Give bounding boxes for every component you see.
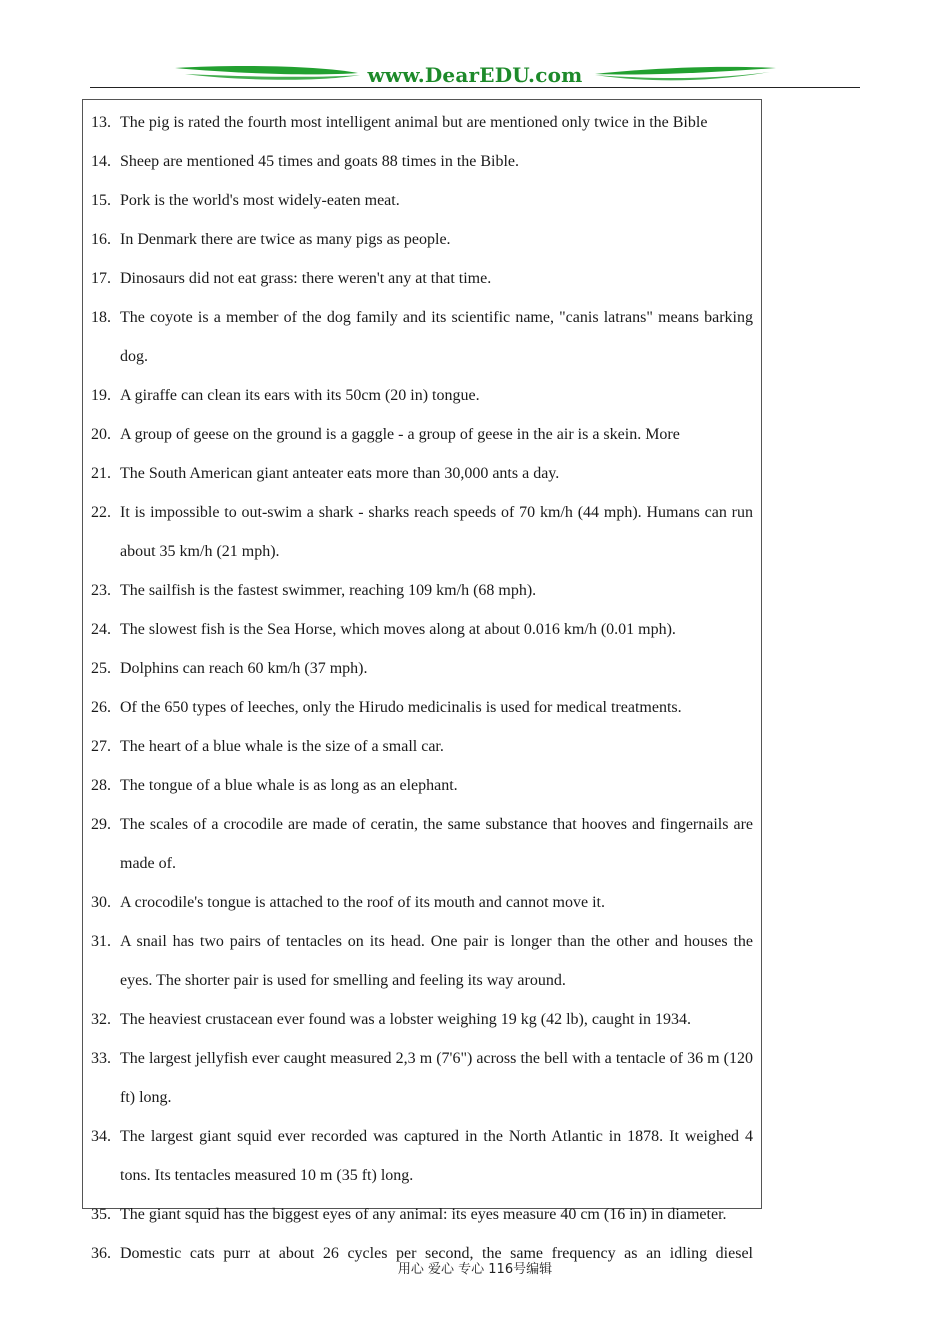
fact-number: 24. — [91, 621, 111, 638]
facts-list — [91, 103, 753, 1265]
fact-number: 25. — [91, 660, 111, 677]
list-item — [91, 142, 753, 181]
fact-text: It is impossible to out-swim a shark - sharks reach speeds of 70 km/h (44 mph). Humans can run about 35 km/h (21 mph). — [120, 504, 753, 560]
fact-text: The largest giant squid ever recorded was captured in the North Atlantic in 1878. It weighed 4 tons. Its tentacles measured 10 m (35 ft) long. — [120, 1128, 753, 1184]
fact-number: 33. — [91, 1050, 111, 1067]
fact-number: 22. — [91, 504, 111, 521]
fact-number: 27. — [91, 738, 111, 755]
fact-text: The South American giant anteater eats more than 30,000 ants a day. — [120, 465, 560, 482]
facts-box — [82, 99, 762, 1262]
page-header — [90, 60, 860, 90]
list-item — [91, 727, 753, 766]
fact-text: Of the 650 types of leeches, only the Hirudo medicinalis is used for medical treatments. — [120, 699, 682, 716]
fact-number: 18. — [91, 309, 111, 326]
list-item — [91, 805, 753, 883]
fact-number: 23. — [91, 582, 111, 599]
list-item — [91, 649, 753, 688]
list-item — [91, 883, 753, 922]
list-item — [91, 493, 753, 571]
fact-text: A crocodile's tongue is attached to the roof of its mouth and cannot move it. — [120, 894, 605, 911]
fact-number: 13. — [91, 114, 111, 131]
list-item — [91, 688, 753, 727]
list-item — [91, 1039, 753, 1117]
list-item — [91, 415, 753, 454]
site-logo-text: www.DearEDU.com — [367, 63, 583, 87]
fact-text: Pork is the world's most widely-eaten meat. — [120, 192, 400, 209]
fact-number: 14. — [91, 153, 111, 170]
fact-text: The slowest fish is the Sea Horse, which moves along at about 0.016 km/h (0.01 mph). — [120, 621, 676, 638]
fact-text: The tongue of a blue whale is as long as an elephant. — [120, 777, 458, 794]
fact-text: The scales of a crocodile are made of ceratin, the same substance that hooves and fingernails are made of. — [120, 816, 753, 872]
fact-number: 34. — [91, 1128, 111, 1145]
fact-number: 21. — [91, 465, 111, 482]
list-item — [91, 298, 753, 376]
list-item — [91, 103, 753, 142]
list-item — [91, 1000, 753, 1039]
list-item — [91, 1117, 753, 1195]
fact-number: 16. — [91, 231, 111, 248]
fact-number: 26. — [91, 699, 111, 716]
fact-number: 35. — [91, 1206, 111, 1223]
list-item — [91, 571, 753, 610]
fact-text: In Denmark there are twice as many pigs as people. — [120, 231, 451, 248]
list-item — [91, 922, 753, 1000]
fact-number: 36. — [91, 1245, 111, 1262]
fact-number: 32. — [91, 1011, 111, 1028]
fact-text: Sheep are mentioned 45 times and goats 88 times in the Bible. — [120, 153, 520, 170]
fact-text: The heaviest crustacean ever found was a lobster weighing 19 kg (42 lb), caught in 1934. — [120, 1011, 691, 1028]
header-divider — [90, 87, 860, 88]
fact-text: Dolphins can reach 60 km/h (37 mph). — [120, 660, 368, 677]
fact-text: A giraffe can clean its ears with its 50cm (20 in) tongue. — [120, 387, 480, 404]
fact-number: 31. — [91, 933, 111, 950]
list-item — [91, 181, 753, 220]
list-item — [91, 220, 753, 259]
list-item — [91, 454, 753, 493]
fact-text: Dinosaurs did not eat grass: there weren't any at that time. — [120, 270, 492, 287]
fact-text: A snail has two pairs of tentacles on its head. One pair is longer than the other and houses the eyes. The shorter pair is used for smelling and feeling its way around. — [120, 933, 753, 989]
fact-number: 29. — [91, 816, 111, 833]
fact-text: The giant squid has the biggest eyes of any animal: its eyes measure 40 cm (16 in) in diameter. — [120, 1206, 727, 1223]
page-footer: 用心 爱心 专心 116号编辑 — [397, 1262, 553, 1277]
fact-number: 30. — [91, 894, 111, 911]
fact-text: The sailfish is the fastest swimmer, reaching 109 km/h (68 mph). — [120, 582, 537, 599]
list-item — [91, 259, 753, 298]
fact-text: The pig is rated the fourth most intelligent animal but are mentioned only twice in the Bible — [120, 114, 708, 131]
fact-text: A group of geese on the ground is a gaggle - a group of geese in the air is a skein. More — [120, 426, 680, 443]
list-item — [91, 610, 753, 649]
fact-text: The heart of a blue whale is the size of a small car. — [120, 738, 444, 755]
fact-text: The largest jellyfish ever caught measured 2,3 m (7'6") across the bell with a tentacle of 36 m (120 ft) long. — [120, 1050, 753, 1106]
list-item — [91, 1195, 753, 1234]
fact-number: 17. — [91, 270, 111, 287]
list-item — [91, 766, 753, 805]
list-item — [91, 376, 753, 415]
fact-number: 20. — [91, 426, 111, 443]
fact-number: 15. — [91, 192, 111, 209]
fact-number: 19. — [91, 387, 111, 404]
fact-text: Domestic cats purr at about 26 cycles per second, the same frequency as an idling diesel — [120, 1245, 753, 1262]
fact-number: 28. — [91, 777, 111, 794]
fact-text: The coyote is a member of the dog family and its scientific name, "canis latrans" means barking dog. — [120, 309, 753, 365]
